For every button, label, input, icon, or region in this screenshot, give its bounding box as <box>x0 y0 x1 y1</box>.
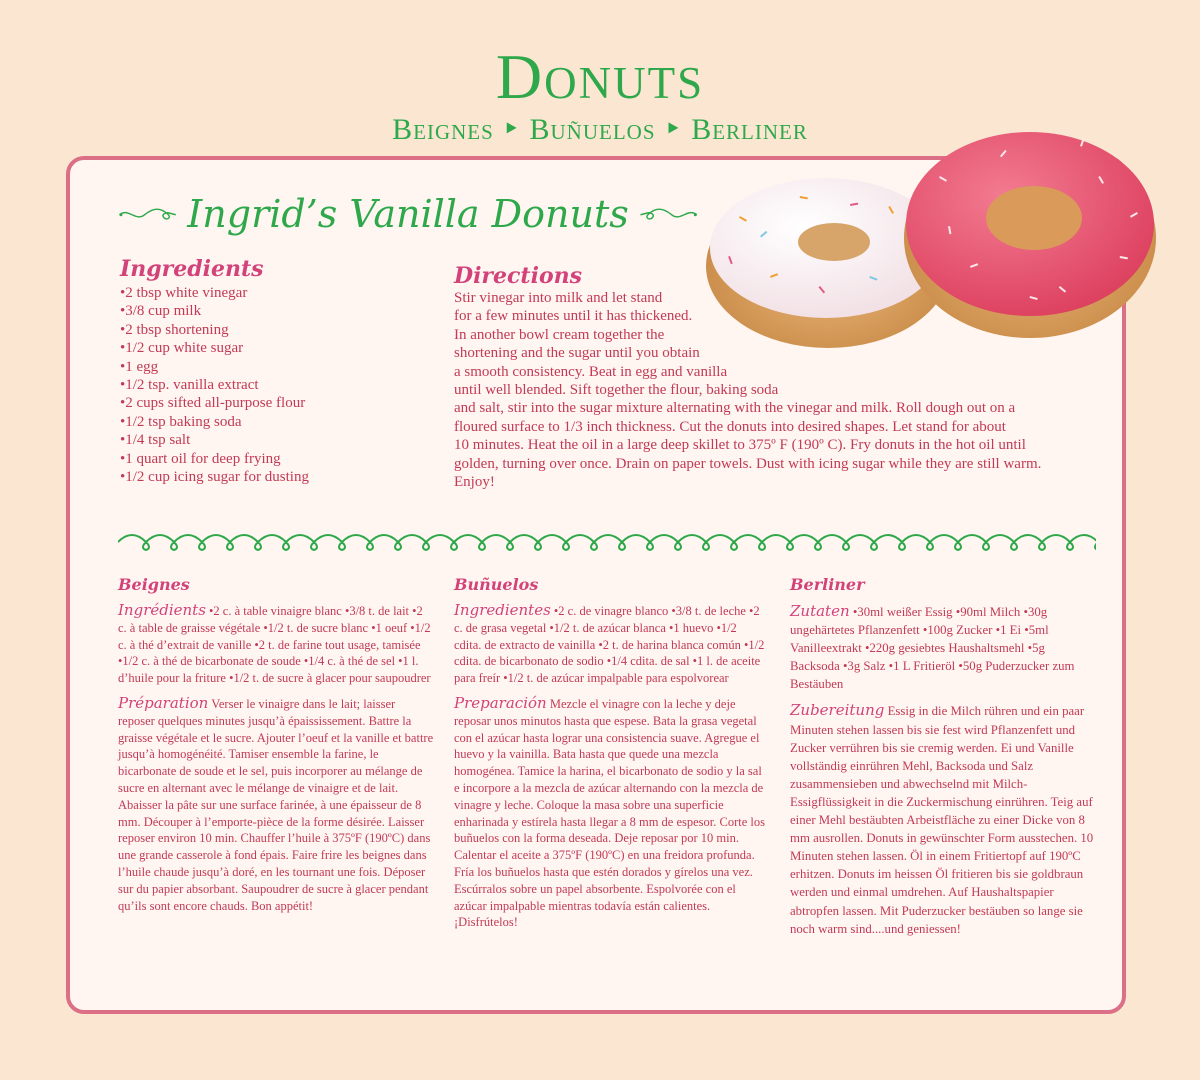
spanish-prep-text: Mezcle el vinagre con la leche y deje reposar unos minutos hasta que espese. Bata la grasa vegetal con el azúcar hasta lograr una consistencia suave. Agregue el huevo y la vainilla. Bata hasta que quede una mezcla homogénea. Tamice la harina, el bicarbonato de sodio y la sal e incorpore a la mezcla de azúcar alternando con la mezcla de vinagre y leche. Coloque la masa sobre una superficie enharinada y estírela hasta llegar a 8 mm de espesor. Corte los buñuelos con la forma deseada. Deje reposar por 10 min. Calentar el aceite a 375ºF (190ºC) en una freidora profunda. Fría los buñuelos hasta que estén dorados y gírelos una vez. Escúrralos sobre un papel absorbente. Espolvorée con el azúcar impalpable mientras todavía están calientes. ¡Disfrútelos! <box>454 696 766 930</box>
directions-line: and salt, stir into the sugar mixture alternating with the vinegar and milk. Roll dough out on a <box>454 400 1016 417</box>
ingredients-section <box>120 254 440 486</box>
list-item: •1 quart oil for deep frying <box>120 450 281 467</box>
french-ingredients-text: •2 c. à table vinaigre blanc •3/8 t. de lait •2 c. à table de graisse végétale •1/2 t. de sucre blanc •1 oeuf •1/2 c. à thé d’extrait de vanille •2 t. de farine tout usage, tamisée •1/2 c. à thé de bicarbonate de soude •1/4 c. à thé de sel •1 l. d’huile pour la friture •1/2 t. de sucre à glacer pour saupoudrer <box>118 604 431 686</box>
german-ingredients <box>790 602 1094 693</box>
french-ingredients-label: Ingrédients <box>118 601 206 619</box>
directions-line: Enjoy! <box>454 474 495 491</box>
spanish-column <box>454 574 766 931</box>
directions-line: floured surface to 1/3 inch thickness. Cut the donuts into desired shapes. Let stand for about <box>454 418 1006 435</box>
spanish-preparation <box>454 695 766 931</box>
directions-line: golden, turning over once. Drain on paper towels. Dust with icing sugar while they are still warm. <box>454 455 1042 472</box>
directions-line: Stir vinegar into milk and let stand <box>454 290 663 306</box>
recipe-title: Ingrid’s Vanilla Donuts <box>187 192 629 236</box>
german-ingredients-text: •30ml weißer Essig •90ml Milch •30g ungehärtetes Pflanzenfett •100g Zucker •1 Ei •5ml Vanilleextrakt •220g gesiebtes Haushaltsmehl •5g Backsoda •3g Salz •1 L Fritieröl •50g Puderzucker zum Bestäuben <box>790 605 1075 692</box>
directions-line: for a few minutes until it has thickened. <box>454 308 693 325</box>
french-prep-text: Verser le vinaigre dans le lait; laisser reposer quelques minutes jusqu’à épaississement. Battre la graisse végétale et le sucre. Ajouter l’oeuf et la vanille et battre jusqu’à homogénéité. Tamiser ensemble la farine, le bicarbonate de soude et le sel, puis incorporer au mélange de sucre en alternant avec le mélange de vinaigre et de lait. Abaisser la pâte sur une surface farinée, à une épaisseur de 8 mm. Découper à l’emporte-pièce de la forme désirée. Laisser reposer environ 10 min. Chauffer l’huile à 375ºF (190ºC) dans une grande casserole à fond épais. Faire frire les beignes dans l’huile chaude jusqu’à doré, en les tournant une fois. Déposer sur du papier absorbant. Saupoudrer de sucre à glacer pendant qu’ils sont encore chauds. Bon appétit! <box>118 696 434 913</box>
list-item: •1/2 cup icing sugar for dusting <box>120 469 309 486</box>
ingredients-heading: Ingredients <box>120 256 264 282</box>
recipe-title-row <box>118 184 698 244</box>
right-swirl-ornament <box>639 199 698 229</box>
directions-section <box>454 263 1094 491</box>
list-item: •3/8 cup milk <box>120 303 202 320</box>
french-preparation <box>118 695 434 914</box>
list-item: •2 tbsp shortening <box>120 321 229 338</box>
swirl-divider <box>118 524 1096 554</box>
french-prep-label: Préparation <box>118 693 209 712</box>
german-prep-text: Essig in die Milch rühren und ein paar Minuten stehen lassen bis sie fest wird Pflanzenfett und Zucker verrühren bis sie cremig werden. Ei und Vanille vollständig einrühren Mehl, Backsoda und Salz zusammensieben und abwechselnd mit Milch-Essigflüssigkeit in die Zuckermischung einrühren. Teig auf einer Mehl bestäubten Arbeistfläche zu einer Dicke von 8 mm ausrollen. Donuts in gewünschter Form ausstechen. 10 Minuten stehen lassen. Öl in einem Fritiertopf auf 190ºC erhitzen. Donuts im heissen Öl fritieren bis sie goldbraun werden und einmal umdrehen. Auf Haushaltspapier abtropfen lassen. Mit Puderzucker bestäuben so lange sie noch warm sind....und geniessen! <box>790 704 1094 936</box>
list-item: •1/2 tsp. vanilla extract <box>120 377 259 394</box>
page-title: Donuts <box>495 41 705 112</box>
directions-line: In another bowl cream together the <box>454 326 665 343</box>
german-heading: Berliner <box>790 575 865 594</box>
german-ingredients-label: Zutaten <box>790 602 850 620</box>
directions-line: a smooth consistency. Beat in egg and vanilla <box>454 363 728 380</box>
list-item: •2 tbsp white vinegar <box>120 285 248 301</box>
german-preparation <box>790 701 1094 937</box>
spanish-heading: Buñuelos <box>454 575 539 594</box>
french-heading: Beignes <box>118 575 190 594</box>
list-item: •1/2 cup white sugar <box>120 340 244 357</box>
list-item: •2 cups sifted all-purpose flour <box>120 395 306 412</box>
french-column <box>118 574 434 914</box>
list-item: •1/4 tsp salt <box>120 432 191 449</box>
directions-line: shortening and the sugar until you obtain <box>454 345 700 362</box>
directions-line: until well blended. Sift together the flour, baking soda <box>454 382 779 399</box>
german-column <box>790 574 1094 938</box>
german-prep-label: Zubereitung <box>790 701 885 720</box>
directions-line: 10 minutes. Heat the oil in a large deep skillet to 375º F (190º C). Fry donuts in the hot oil until <box>454 437 1026 454</box>
spanish-ingredients-text: •2 c. de vinagre blanco •3/8 t. de leche •2 c. de grasa vegetal •1/2 t. de azúcar blanca •1 huevo •1/2 cdita. de extracto de vainilla •2 t. de harina blanca común •1/2 cdita. de bicarbonato de sodio •1/4 cdita. de sal •1 l. de aceite para freír •1/2 t. de azúcar impalpable para espolvorear <box>454 604 765 686</box>
list-item: •1 egg <box>120 358 159 375</box>
directions-heading: Directions <box>454 263 582 289</box>
left-swirl-ornament <box>118 199 177 229</box>
spanish-ingredients <box>454 602 766 687</box>
ingredients-list <box>120 284 440 486</box>
page-subtitle: Beignes ‣ Buñuelos ‣ Berliner <box>392 113 808 146</box>
spanish-prep-label: Preparación <box>454 693 547 712</box>
spanish-ingredients-label: Ingredientes <box>454 601 551 619</box>
list-item: •1/2 tsp baking soda <box>120 413 242 430</box>
french-ingredients <box>118 602 434 687</box>
